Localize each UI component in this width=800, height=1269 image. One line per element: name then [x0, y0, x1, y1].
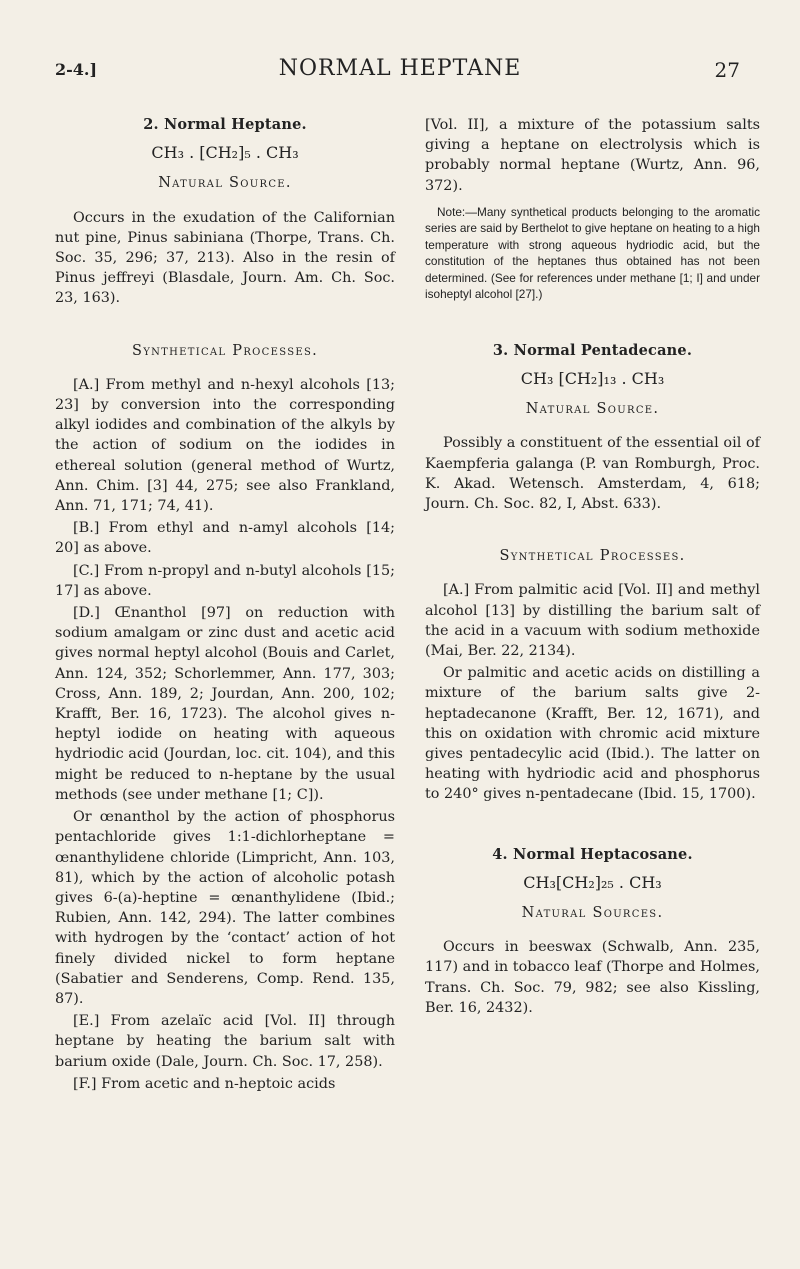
- right-column: [425, 115, 760, 1020]
- heading-normal-heptane: 2. Normal Heptane.: [143, 116, 307, 133]
- natural-sources-text-4: Occurs in beeswax (Schwalb, Ann. 235, 117) and in tobacco leaf (Thorpe and Holmes, Trans. Ch. Soc. 79, 982; see also Kissling, Ber. 16, 2432).: [425, 939, 760, 1016]
- process-e: [E.] From azelaïc acid [Vol. II] through heptane by heating the barium salt with barium oxide (Dale, Journ. Ch. Soc. 17, 258).: [55, 1013, 395, 1070]
- natural-source-heading-3: Natural Source.: [525, 401, 660, 418]
- left-column: [55, 115, 395, 1096]
- section-range: 2-4.]: [55, 60, 98, 79]
- natural-source-text-3: Possibly a constituent of the essential oil of Kaempferia galanga (P. van Romburgh, Proc. K. Akad. Wetensch. Amsterdam, 4, 618; Journ. Ch. Soc. 82, I, Abst. 633).: [425, 435, 760, 513]
- process-b: [B.] From ethyl and n-amyl alcohols [14; 20] as above.: [55, 520, 395, 557]
- running-head: [0, 56, 800, 90]
- synthetic-processes-heading: Synthetical Processes.: [131, 342, 319, 359]
- process-a: [A.] From methyl and n-hexyl alcohols [13; 23] by conversion into the corresponding alkyl iodides and combination of the alkyls by the action of sodium on the iodides in ethereal solution (general method of Wurtz, Ann. Chim. [3] 44, 275; see also Frankland, Ann. 71, 171; 74, 41).: [55, 376, 395, 515]
- process-d-continued: Or œnanthol by the action of phosphorus pentachloride gives 1:1-dichlorheptane = œnanthylidene chloride (Limpricht, Ann. 103, 81), which by the action of alcoholic potash gives 6-(a)-heptine = œnanthylidene (Ibid.; Rubien, Ann. 142, 294). The latter combines with hydrogen by the ‘contact’ action of hot finely divided nickel to form heptane (Sabatier and Senderens, Comp. Rend. 135, 87).: [55, 809, 395, 1007]
- natural-source-heading: Natural Source.: [158, 175, 292, 192]
- formula-heptacosane: CH₃[CH₂]₂₅ . CH₃: [523, 872, 662, 892]
- note-paragraph: Note:—Many synthetical products belonging to the aromatic series are said by Berthelot to give heptane on heating to a high temperature with strong aqueous hydriodic acid, but the constitution of the heptanes thus obtained has not been determined. (See for references under methane [1; I] and under isoheptyl alcohol [27].): [425, 204, 760, 302]
- process-3a: [A.] From palmitic acid [Vol. II] and methyl alcohol [13] by distilling the barium salt of the acid in a vacuum with sodium methoxide (Mai, Ber. 22, 2134).: [425, 582, 760, 660]
- process-d: [D.] Œnanthol [97] on reduction with sodium amalgam or zinc dust and acetic acid gives normal heptyl alcohol (Bouis and Carlet, Ann. 124, 352; Schorlemmer, Ann. 177, 303; Cross, Ann. 189, 2; Jourdan, Ann. 200, 102; Krafft, Ber. 16, 1723). The alcohol gives n-heptyl iodide on heating with aqueous hydriodic acid (Jourdan, loc. cit. 104), and this might be reduced to n-heptane by the usual methods (see under methane [1; C]).: [55, 605, 395, 803]
- formula-pentadecane: CH₃ [CH₂]₁₃ . CH₃: [520, 369, 665, 389]
- continued-text: [Vol. II], a mixture of the potassium salts giving a heptane on electrolysis which is probably normal heptane (Wurtz, Ann. 96, 372).: [425, 117, 760, 194]
- heading-normal-pentadecane: 3. Normal Pentadecane.: [492, 341, 693, 359]
- formula-heptane: CH₃ . [CH₂]₅ . CH₃: [151, 143, 299, 163]
- process-f: [F.] From acetic and n-heptoic acids: [73, 1075, 336, 1092]
- synthetic-processes-heading-3: Synthetical Processes.: [499, 548, 686, 565]
- page-title: NORMAL HEPTANE: [278, 56, 522, 81]
- natural-sources-heading-4: Natural Sources.: [521, 905, 664, 922]
- page-number: 27: [714, 58, 740, 82]
- process-c: [C.] From n-propyl and n-butyl alcohols [15; 17] as above.: [55, 562, 395, 599]
- process-3a-continued: Or palmitic and acetic acids on distilling a mixture of the barium salts give 2-heptadecanone (Krafft, Ber. 12, 1671), and this on oxidation with chromic acid mixture gives pentadecylic acid (Ibid.). The latter on heating with hydriodic acid and phosphorus to 240° gives n-pentadecane (Ibid. 15, 1700).: [425, 665, 760, 803]
- heading-normal-heptacosane: 4. Normal Heptacosane.: [492, 845, 693, 863]
- natural-source-text: Occurs in the exudation of the Californian nut pine, Pinus sabiniana (Thorpe, Trans. Ch. Soc. 35, 296; 37, 213). Also in the resin of Pinus jeffreyi (Blasdale, Journ. Am. Ch. Soc. 23, 163).: [55, 209, 395, 307]
